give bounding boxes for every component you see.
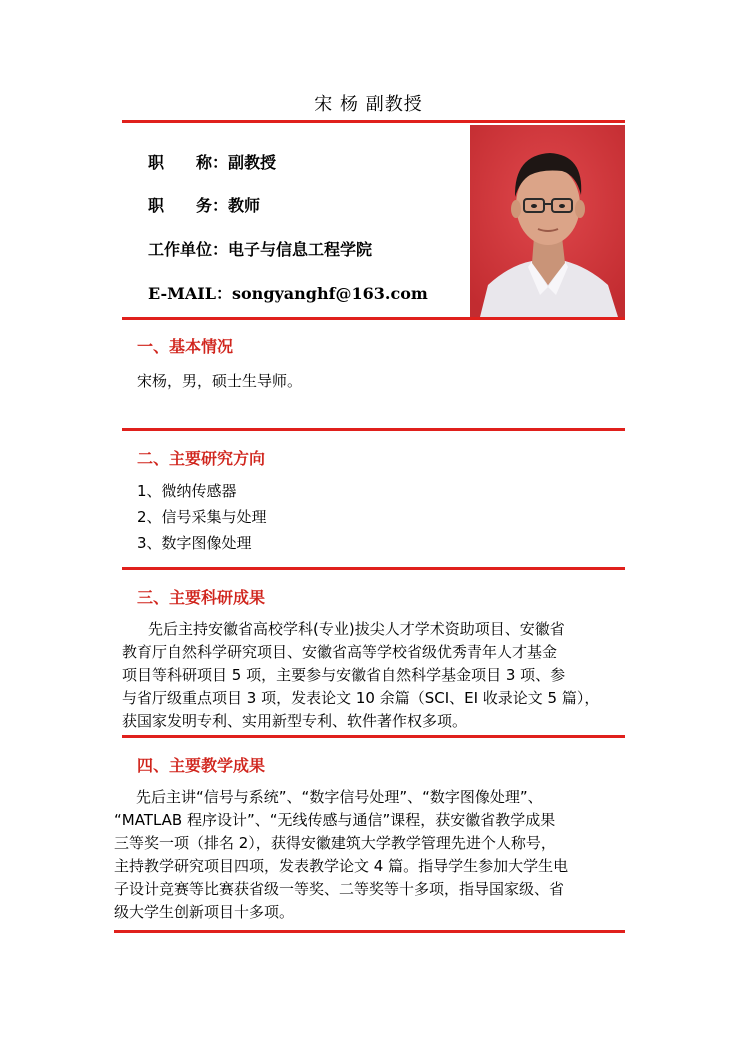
teaching-line-2: “MATLAB 程序设计”、“无线传感与通信”课程，获安徽省教学成果 <box>114 811 556 829</box>
section-science-divider <box>122 735 625 738</box>
section-science-text <box>122 618 632 733</box>
section-teaching-heading: 四、主要教学成果 <box>137 756 266 775</box>
info-unit-row <box>148 237 372 260</box>
science-line-5: 获国家发明专利、实用新型专利、软件著作权多项。 <box>122 712 468 730</box>
info-title-row <box>148 150 276 173</box>
info-email-row <box>148 281 428 304</box>
science-line-2: 教育厅自然科学研究项目、安徽省高等学校省级优秀青年人才基金 <box>122 643 558 661</box>
teaching-line-6: 级大学生创新项目十多项。 <box>114 903 295 921</box>
info-duty-label: 职 务： <box>148 196 229 215</box>
section-basic-divider <box>122 428 625 431</box>
research-item-3: 3、数字图像处理 <box>137 534 252 552</box>
page-title: 宋 杨 副教授 <box>314 94 423 115</box>
section-research-heading: 二、主要研究方向 <box>137 449 266 468</box>
section-basic-text: 宋杨，男，硕士生导师。 <box>137 372 303 390</box>
section-research-divider <box>122 567 625 570</box>
teaching-line-3: 三等奖一项（排名 2），获得安徽建筑大学教学管理先进个人称号， <box>114 834 556 852</box>
info-divider <box>122 317 625 320</box>
info-title-label: 职 称： <box>148 153 229 172</box>
research-item-2: 2、信号采集与处理 <box>137 508 267 526</box>
science-line-4: 与省厅级重点项目 3 项，发表论文 10 余篇（SCI、EI 收录论文 5 篇）， <box>122 689 600 707</box>
info-email-label: E-MAIL： <box>148 284 232 303</box>
info-unit-label: 工作单位： <box>148 240 229 259</box>
section-teaching-divider <box>114 930 625 933</box>
info-duty-value: 教师 <box>228 196 261 215</box>
section-basic-heading: 一、基本情况 <box>137 337 234 356</box>
info-unit-value: 电子与信息工程学院 <box>228 240 373 259</box>
info-duty-row <box>148 193 260 216</box>
teaching-line-5: 子设计竞赛等比赛获省级一等奖、二等奖等十多项，指导国家级、省 <box>114 880 565 898</box>
portrait-photo <box>470 125 625 317</box>
science-line-1: 先后主持安徽省高校学科(专业)拔尖人才学术资助项目、安徽省 <box>148 620 565 638</box>
info-title-value: 副教授 <box>228 153 277 172</box>
section-science-heading: 三、主要科研成果 <box>137 588 266 607</box>
teaching-line-4: 主持教学研究项目四项，发表教学论文 4 篇。指导学生参加大学生电 <box>114 857 569 875</box>
research-item-1: 1、微纳传感器 <box>137 482 237 500</box>
section-teaching-text <box>114 786 634 924</box>
science-line-3: 项目等科研项目 5 项，主要参与安徽省自然科学基金项目 3 项、参 <box>122 666 566 684</box>
info-email-value: songyanghf@163.com <box>232 284 428 303</box>
portrait-illustration <box>470 125 625 317</box>
title-divider <box>122 120 625 123</box>
teaching-line-1: 先后主讲“信号与系统”、“数字信号处理”、“数字图像处理”、 <box>136 788 543 806</box>
